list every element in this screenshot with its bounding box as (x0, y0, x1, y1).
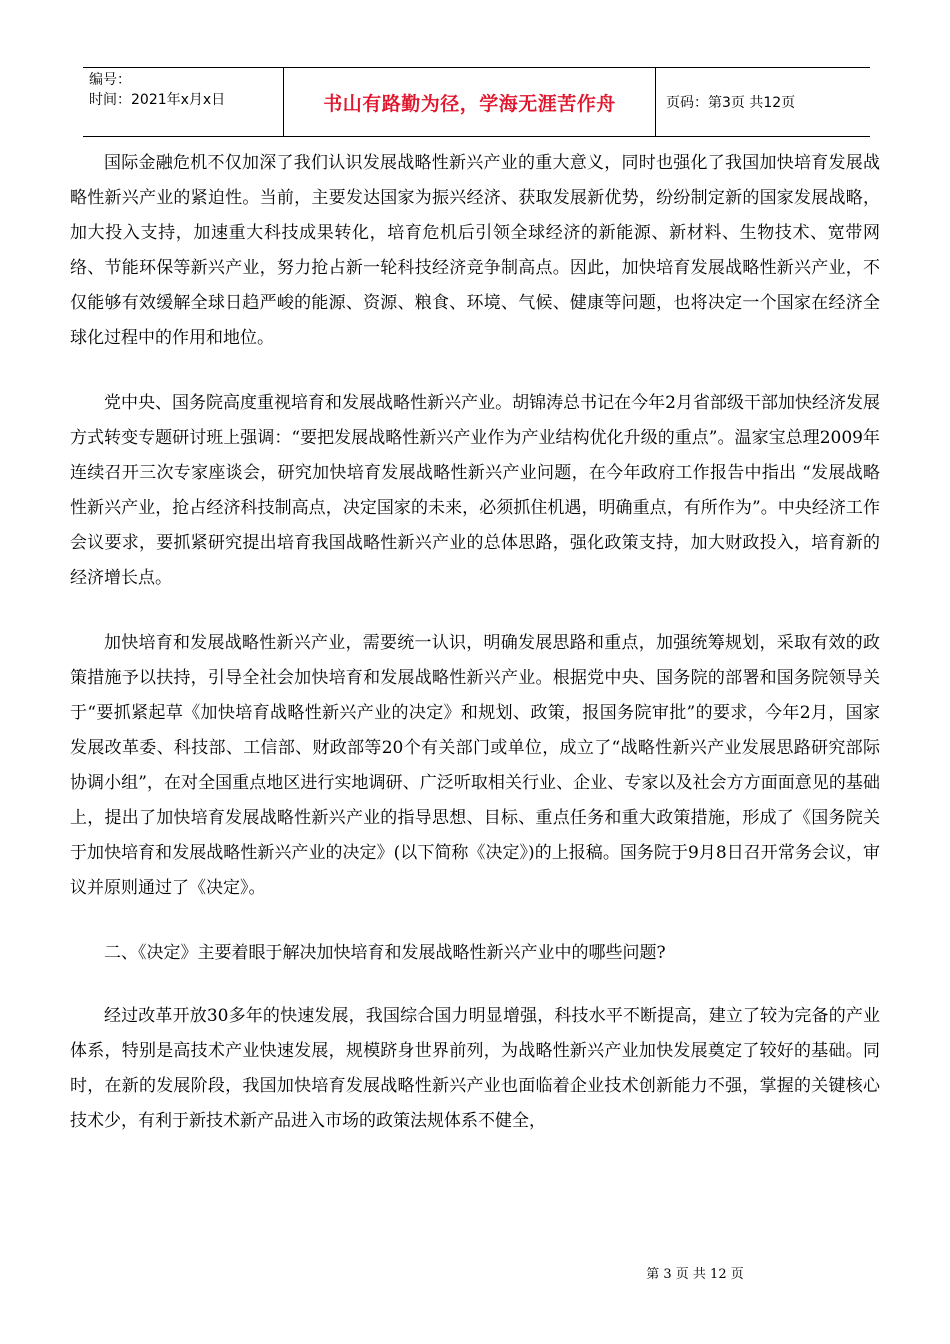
document-number-label: 编号： (89, 72, 131, 88)
header-page-info-cell (656, 68, 870, 136)
paragraph: 党中央、国务院高度重视培育和发展战略性新兴产业。胡锦涛总书记在今年2月省部级干部加快经济发展方式转变专题研讨班上强调：“要把发展战略性新兴产业作为产业结构优化升级的重点”。温家宝总理2009年连续召开三次专家座谈会，研究加快培育发展战略性新兴产业问题，在今年政府工作报告中指出 “发展战略性新兴产业，抢占经济科技制高点，决定国家的未来，必须抓住机遇，明确重点，有所作为”。中央经济工作会议要求，要抓紧研究提出培育我国战略性新兴产业的总体思路，强化政策支持，加大财政投入，培育新的经济增长点。 (70, 393, 880, 588)
section-heading: 二、《决定》主要着眼于解决加快培育和发展战略性新兴产业中的哪些问题? (104, 943, 666, 963)
header-meta (83, 68, 283, 136)
paragraph: 国际金融危机不仅加深了我们认识发展战略性新兴产业的重大意义，同时也强化了我国加快培育发展战略性新兴产业的紧迫性。当前，主要发达国家为振兴经济、获取发展新优势，纷纷制定新的国家发展战略，加大投入支持，加速重大科技成果转化，培育危机后引领全球经济的新能源、新材料、生物技术、宽带网络、节能环保等新兴产业，努力抢占新一轮科技经济竞争制高点。因此，加快培育发展战略性新兴产业，不仅能够有效缓解全球日趋严峻的能源、资源、粮食、环境、气候、健康等问题，也将决定一个国家在经济全球化过程中的作用和地位。 (70, 153, 880, 348)
page-header (83, 67, 870, 137)
header-page-info: 页码：第3页 共12页 (666, 95, 796, 111)
footer-page-number: 第 3 页 共 12 页 (646, 1267, 744, 1282)
paragraph: 加快培育和发展战略性新兴产业，需要统一认识，明确发展思路和重点，加强统筹规划，采取有效的政策措施予以扶持，引导全社会加快培育和发展战略性新兴产业。根据党中央、国务院的部署和国务院领导关于“要抓紧起草《加快培育战略性新兴产业的决定》和规划、政策，报国务院审批”的要求，今年2月，国家发展改革委、科技部、工信部、财政部等20个有关部门或单位，成立了“战略性新兴产业发展思路研究部际协调小组”，在对全国重点地区进行实地调研、广泛听取相关行业、企业、专家以及社会方方面面意见的基础上，提出了加快培育发展战略性新兴产业的指导思想、目标、重点任务和重大政策措施，形成了《国务院关于加快培育和发展战略性新兴产业的决定》(以下简称《决定》)的上报稿。国务院于9月8日召开常务会议，审议并原则通过了《决定》。 (70, 633, 880, 898)
document-body (70, 146, 880, 1139)
paragraph: 经过改革开放30多年的快速发展，我国综合国力明显增强，科技水平不断提高，建立了较为完备的产业体系，特别是高技术产业快速发展，规模跻身世界前列，为战略性新兴产业加快发展奠定了较好的基础。同时，在新的发展阶段，我国加快培育发展战略性新兴产业也面临着企业技术创新能力不强，掌握的关键核心技术少，有利于新技术新产品进入市场的政策法规体系不健全， (70, 1006, 880, 1131)
header-motto-cell (283, 68, 656, 136)
document-time-label: 时间：2021年x月x日 (89, 92, 226, 108)
page-footer (0, 1263, 950, 1282)
header-motto: 书山有路勤为径，学海无涯苦作舟 (323, 92, 616, 115)
